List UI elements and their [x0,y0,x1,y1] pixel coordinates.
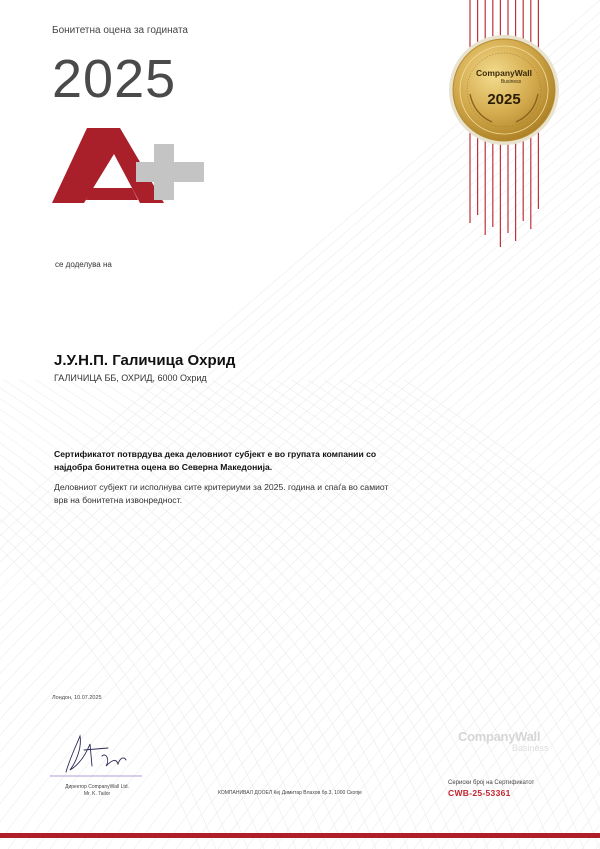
background-line [388,380,600,849]
serial-label: Сериски број на Сертификатот [448,780,535,786]
serial-number: CWB-25-53361 [448,788,511,798]
certificate-year: 2025 [52,49,177,109]
background-line [582,0,600,849]
certificate-statement: Сертификатот потврдува дека деловниот субјект е во групата компании со најдобра бонитетна оцена во Северна Македонија. [54,449,377,472]
criteria-text: Деловниот субјект ги исполнува сите критериуми за 2025. година и спаѓа во самиот врв на бонитетна извонредност. [54,482,389,505]
bottom-accent-bar [0,833,600,838]
companywall-watermark [458,730,558,753]
director-signature [46,728,146,780]
award-seal [448,34,560,146]
director-title: Директор CompanyWall Ltd. [65,784,129,790]
rating-a-plus-logo [52,126,212,206]
seal-year: 2025 [487,91,521,108]
footer-address: КОМПАНИВАЛ ДООЕЛ Кеј Димитар Влахов бр.3, 1000 Скопје [218,790,362,796]
company-address: ГАЛИЧИЦА ББ, ОХРИД, 6000 Охрид [54,373,207,383]
place-date: Лондон, 10.07.2025 [52,695,102,701]
background-line [568,0,600,849]
header-label: Бонитетна оцена за годината [52,25,188,36]
watermark-sub: Business [512,743,549,753]
seal-sub: Business [500,79,522,85]
seal-brand: CompanyWall [476,68,532,78]
company-name: Ј.У.Н.П. Галичица Охрид [54,352,236,369]
watermark-brand: CompanyWall [458,729,541,744]
director-block [52,784,142,798]
awarded-to-label: се доделува на [55,260,112,269]
director-name: Mr. K. Tailor [83,791,111,797]
